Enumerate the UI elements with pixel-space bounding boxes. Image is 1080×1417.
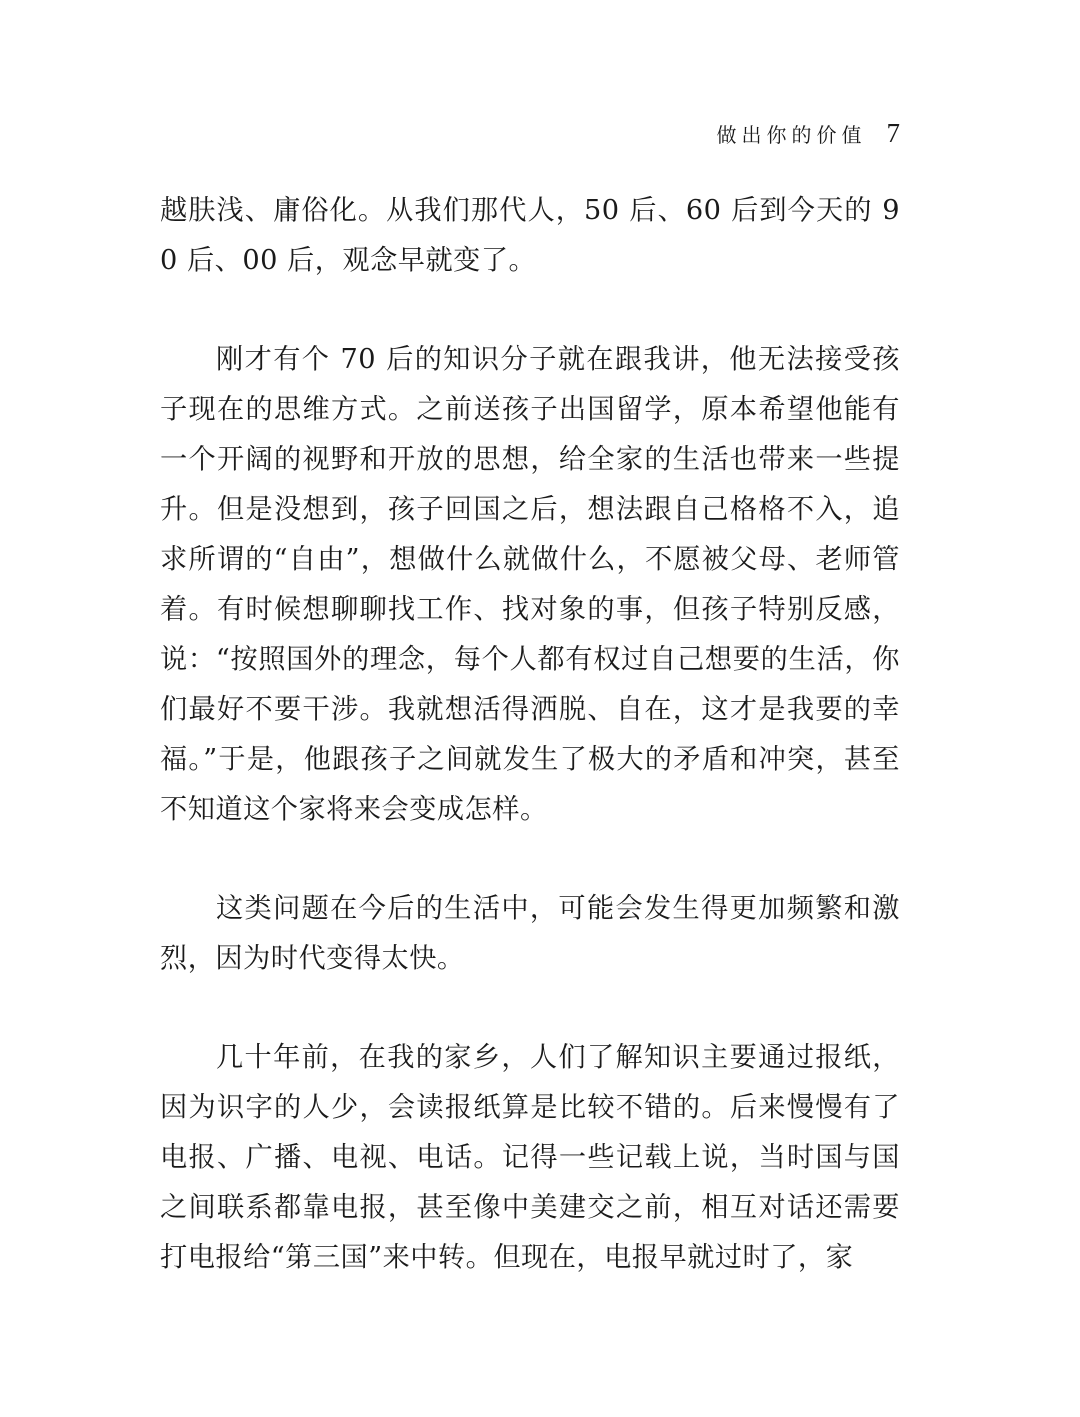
chapter-title: 做出你的价值 bbox=[716, 123, 867, 147]
paragraph-parent-story: 刚才有个 70 后的知识分子就在跟我讲，他无法接受孩子现在的思维方式。之前送孩子出国留学，原本希望他能有一个开阔的视野和开放的思想，给全家的生活也带来一些提升。但是没想到，孩子回国之后，想法跟自己格格不入，追求所谓的“自由”，想做什么就做什么，不愿被父母、老师管着。有时候想聊聊找工作、找对象的事，但孩子特别反感，说：“按照国外的理念，每个人都有权过自己想要的生活，你们最好不要干涉。我就想活得洒脱、自在，这才是我要的幸福。”于是，他跟孩子之间就发生了极大的矛盾和冲突，甚至不知道这个家将来会变成怎样。 bbox=[160, 344, 900, 825]
paragraph-conflict-future: 这类问题在今后的生活中，可能会发生得更加频繁和激烈，因为时代变得太快。 bbox=[160, 893, 900, 974]
paragraph-hometown-history: 几十年前，在我的家乡，人们了解知识主要通过报纸，因为识字的人少，会读报纸算是比较不错的。后来慢慢有了电报、广播、电视、电话。记得一些记载上说，当时国与国之间联系都靠电报，甚至像中美建交之前，相互对话还需要打电报给“第三国”来中转。但现在，电报早就过时了，家 bbox=[160, 1042, 900, 1273]
body-text bbox=[160, 186, 900, 1283]
paragraph-continued: 越肤浅、庸俗化。从我们那代人，50 后、60 后到今天的 90 后、00 后，观念早就变了。 bbox=[160, 195, 900, 276]
page-number: 7 bbox=[886, 118, 900, 148]
running-header bbox=[717, 118, 901, 149]
